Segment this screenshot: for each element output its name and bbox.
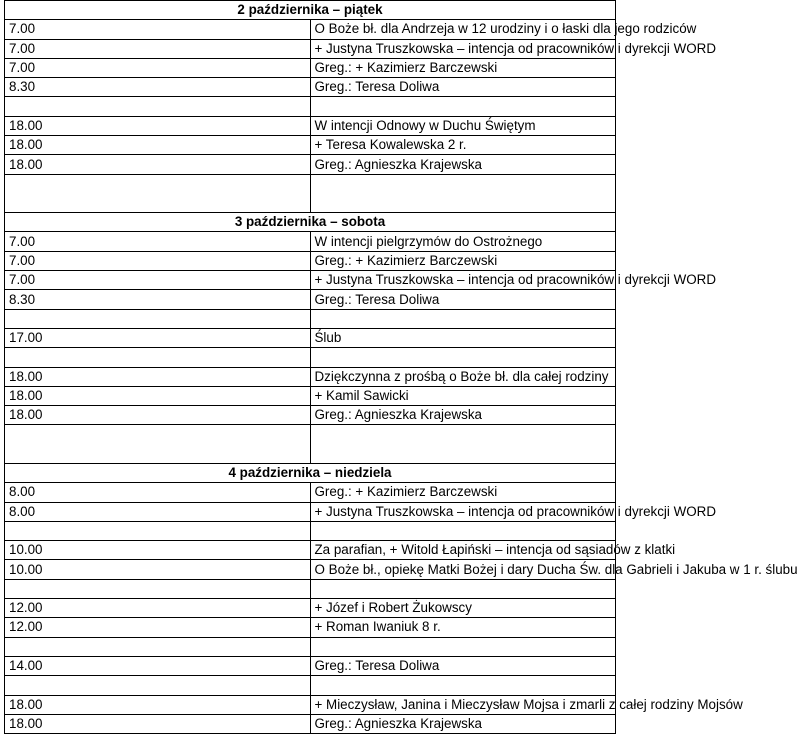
mass-time: 18.00 <box>5 714 311 733</box>
mass-time: 10.00 <box>5 560 311 579</box>
table-row <box>5 97 616 116</box>
table-row <box>5 271 616 290</box>
table-row <box>5 502 616 521</box>
mass-intention: + Kamil Sawicki <box>310 386 616 405</box>
table-row <box>5 20 616 39</box>
mass-time <box>5 425 311 464</box>
mass-time <box>5 97 311 116</box>
table-row <box>5 39 616 58</box>
mass-time: 7.00 <box>5 271 311 290</box>
mass-intention: + Justyna Truszkowska – intencja od pracowników i dyrekcji WORD <box>310 39 616 58</box>
table-row <box>5 174 616 213</box>
mass-intention: Greg.: Teresa Doliwa <box>310 78 616 97</box>
mass-intention <box>310 348 616 367</box>
mass-time: 7.00 <box>5 39 311 58</box>
mass-time: 12.00 <box>5 599 311 618</box>
mass-time: 7.00 <box>5 20 311 39</box>
mass-intention: W intencji pielgrzymów do Ostrożnego <box>310 232 616 251</box>
mass-intention <box>310 425 616 464</box>
mass-intention: + Józef i Robert Żukowscy <box>310 599 616 618</box>
table-row <box>5 637 616 656</box>
mass-time: 18.00 <box>5 136 311 155</box>
mass-intention: + Justyna Truszkowska – intencja od pracowników i dyrekcji WORD <box>310 502 616 521</box>
mass-time: 18.00 <box>5 695 311 714</box>
mass-intention <box>310 676 616 695</box>
day-title: 3 października – sobota <box>5 213 616 232</box>
mass-intention: Greg.: + Kazimierz Barczewski <box>310 483 616 502</box>
table-row <box>5 58 616 77</box>
mass-intention: W intencji Odnowy w Duchu Świętym <box>310 116 616 135</box>
mass-intention: Greg.: Agnieszka Krajewska <box>310 155 616 174</box>
table-row <box>5 406 616 425</box>
mass-intention <box>310 637 616 656</box>
table-row <box>5 521 616 540</box>
mass-intention: Greg.: + Kazimierz Barczewski <box>310 251 616 270</box>
mass-time: 18.00 <box>5 406 311 425</box>
mass-intention: Ślub <box>310 328 616 347</box>
mass-time: 17.00 <box>5 328 311 347</box>
mass-time <box>5 637 311 656</box>
mass-time <box>5 676 311 695</box>
mass-time <box>5 348 311 367</box>
day-title: 4 października – niedziela <box>5 463 616 482</box>
table-row <box>5 579 616 598</box>
mass-time: 8.00 <box>5 502 311 521</box>
mass-intention: Za parafian, + Witold Łapiński – intencja od sąsiadów z klatki <box>310 541 616 560</box>
table-row <box>5 155 616 174</box>
mass-intention: + Roman Iwaniuk 8 r. <box>310 618 616 637</box>
table-row <box>5 656 616 675</box>
mass-time <box>5 309 311 328</box>
table-row <box>5 78 616 97</box>
day-title: 2 października – piątek <box>5 1 616 20</box>
table-row <box>5 290 616 309</box>
mass-time: 7.00 <box>5 232 311 251</box>
table-row <box>5 328 616 347</box>
mass-intentions-table <box>4 0 798 734</box>
mass-time: 14.00 <box>5 656 311 675</box>
mass-time: 18.00 <box>5 386 311 405</box>
mass-intention: + Mieczysław, Janina i Mieczysław Mojsa i zmarli z całej rodziny Mojsów <box>310 695 616 714</box>
mass-intention: Greg.: + Kazimierz Barczewski <box>310 58 616 77</box>
table-row <box>5 560 616 579</box>
table-row <box>5 541 616 560</box>
mass-intention: + Teresa Kowalewska 2 r. <box>310 136 616 155</box>
mass-time: 10.00 <box>5 541 311 560</box>
table-row <box>5 483 616 502</box>
table-row <box>5 599 616 618</box>
mass-intention: + Justyna Truszkowska – intencja od pracowników i dyrekcji WORD <box>310 271 616 290</box>
mass-intention: O Boże bł., opiekę Matki Bożej i dary Ducha Św. dla Gabrieli i Jakuba w 1 r. ślubu <box>310 560 616 579</box>
table-row <box>5 136 616 155</box>
table-row <box>5 695 616 714</box>
table-row <box>5 232 616 251</box>
mass-time: 8.00 <box>5 483 311 502</box>
table-row <box>5 367 616 386</box>
mass-time <box>5 174 311 213</box>
day-header <box>5 463 616 482</box>
mass-time <box>5 521 311 540</box>
table-row <box>5 618 616 637</box>
table-row <box>5 676 616 695</box>
mass-intention: Greg.: Teresa Doliwa <box>310 290 616 309</box>
mass-time: 7.00 <box>5 58 311 77</box>
table-row <box>5 714 616 733</box>
table-row <box>5 386 616 405</box>
mass-intention: Greg.: Agnieszka Krajewska <box>310 714 616 733</box>
mass-time: 7.00 <box>5 251 311 270</box>
mass-intention <box>310 521 616 540</box>
mass-intention: Greg.: Teresa Doliwa <box>310 656 616 675</box>
table-row <box>5 116 616 135</box>
mass-time: 8.30 <box>5 78 311 97</box>
day-header <box>5 213 616 232</box>
mass-time <box>5 579 311 598</box>
day-header <box>5 1 616 20</box>
table-row <box>5 251 616 270</box>
mass-time: 18.00 <box>5 116 311 135</box>
mass-time: 18.00 <box>5 155 311 174</box>
table-row <box>5 348 616 367</box>
mass-intention <box>310 174 616 213</box>
mass-intention <box>310 309 616 328</box>
mass-intention <box>310 97 616 116</box>
mass-intention: O Boże bł. dla Andrzeja w 12 urodziny i o łaski dla jego rodziców <box>310 20 616 39</box>
mass-intention: Dziękczynna z prośbą o Boże bł. dla całej rodziny <box>310 367 616 386</box>
mass-time: 12.00 <box>5 618 311 637</box>
mass-intention: Greg.: Agnieszka Krajewska <box>310 406 616 425</box>
table-body <box>5 1 798 734</box>
mass-time: 8.30 <box>5 290 311 309</box>
mass-time: 18.00 <box>5 367 311 386</box>
mass-intention <box>310 579 616 598</box>
table-row <box>5 309 616 328</box>
table-row <box>5 425 616 464</box>
